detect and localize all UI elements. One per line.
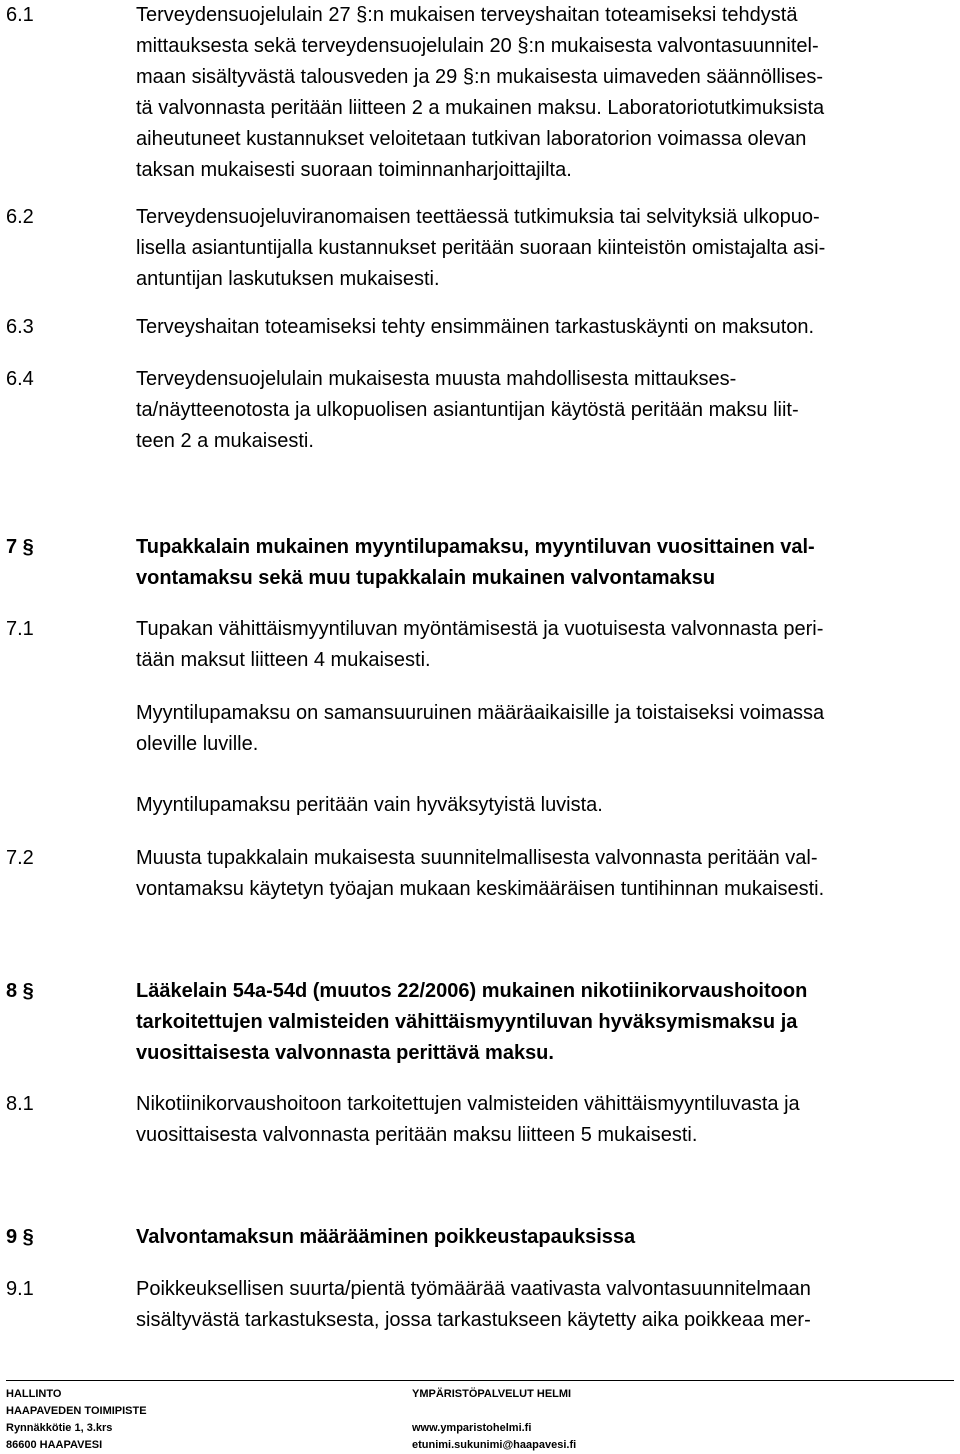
section-text: [136, 790, 956, 821]
section-number: 7.2: [6, 847, 34, 869]
footer-left: [6, 1386, 147, 1454]
section-text: [136, 532, 956, 594]
text-line: Valvontamaksun määrääminen poikkeustapauksissa: [136, 1226, 636, 1248]
text-line: Tupakan vähittäismyyntiluvan myöntämisestä ja vuotuisesta valvonnasta peri-: [136, 618, 824, 640]
text-line: vuosittaisesta valvonnasta peritään maksu liitteen 5 mukaisesti.: [136, 1124, 698, 1146]
text-line: Muusta tupakkalain mukaisesta suunnitelmallisesta valvonnasta peritään val-: [136, 847, 818, 869]
text-line: Terveyshaitan toteamiseksi tehty ensimmäinen tarkastuskäynti on maksuton.: [136, 316, 815, 338]
section-number: 7.1: [6, 618, 34, 640]
text-line: taksan mukaisesti suoraan toiminnanharjoittajilta.: [136, 159, 572, 181]
text-line: vontamaksu sekä muu tupakkalain mukainen valvontamaksu: [136, 567, 716, 589]
section-text: [136, 698, 956, 760]
section-text: [136, 202, 956, 295]
section-text: [136, 976, 956, 1069]
text-line: vuosittaisesta valvonnasta perittävä maksu.: [136, 1042, 554, 1064]
section-text: [136, 843, 956, 905]
text-line: Lääkelain 54a-54d (muutos 22/2006) mukainen nikotiinikorvaushoitoon: [136, 980, 808, 1002]
section-number: 8 §: [6, 980, 34, 1002]
section-number: 6.3: [6, 316, 34, 338]
text-line: tarkoitettujen valmisteiden vähittäismyyntiluvan hyväksymismaksu ja: [136, 1011, 798, 1033]
section-text: [136, 1222, 956, 1253]
footer-email-link[interactable]: etunimi.sukunimi@haapavesi.fi: [412, 1439, 577, 1451]
text-line: Nikotiinikorvaushoitoon tarkoitettujen valmisteiden vähittäismyyntiluvasta ja: [136, 1093, 800, 1115]
footer-right-line: [412, 1403, 576, 1420]
section-number: 6.4: [6, 368, 34, 390]
footer-right: [412, 1386, 576, 1454]
section-number: 9 §: [6, 1226, 34, 1248]
section-number: 9.1: [6, 1278, 34, 1300]
text-line: teen 2 a mukaisesti.: [136, 430, 314, 452]
text-line: Poikkeuksellisen suurta/pientä työmäärää vaativasta valvontasuunnitelmaan: [136, 1278, 811, 1300]
section-number: 7 §: [6, 536, 34, 558]
text-line: Myyntilupamaksu peritään vain hyväksytyistä luvista.: [136, 794, 603, 816]
text-line: Tupakkalain mukainen myyntilupamaksu, myyntiluvan vuosittainen val-: [136, 536, 815, 558]
section-number: 6.2: [6, 206, 34, 228]
section-number: 8.1: [6, 1093, 34, 1115]
footer-left-line: HAAPAVEDEN TOIMIPISTE: [6, 1405, 147, 1417]
text-line: tään maksut liitteen 4 mukaisesti.: [136, 649, 431, 671]
section-text: [136, 364, 956, 457]
text-line: vontamaksu käytetyn työajan mukaan keskimääräisen tuntihinnan mukaisesti.: [136, 878, 825, 900]
text-line: tä valvonnasta peritään liitteen 2 a mukainen maksu. Laboratoriotutkimuksista: [136, 97, 825, 119]
section-text: [136, 1089, 956, 1151]
footer-website-link[interactable]: www.ymparistohelmi.fi: [412, 1422, 532, 1434]
text-line: Terveydensuojelulain mukaisesta muusta mahdollisesta mittaukses-: [136, 368, 737, 390]
text-line: Terveydensuojeluviranomaisen teettäessä tutkimuksia tai selvityksiä ulkopuo-: [136, 206, 820, 228]
footer-left-line: Rynnäkkötie 1, 3.krs: [6, 1422, 113, 1434]
footer-divider: [6, 1380, 954, 1381]
text-line: Myyntilupamaksu on samansuuruinen määräaikaisille ja toistaiseksi voimassa: [136, 702, 825, 724]
section-text: [136, 312, 956, 343]
section-text: [136, 614, 956, 676]
footer-left-line: 86600 HAAPAVESI: [6, 1439, 103, 1451]
section-text: [136, 0, 956, 186]
text-line: ta/näytteenotosta ja ulkopuolisen asiantuntijan käytöstä peritään maksu liit-: [136, 399, 799, 421]
section-number: 6.1: [6, 4, 34, 26]
text-line: Terveydensuojelulain 27 §:n mukaisen terveyshaitan toteamiseksi tehdystä: [136, 4, 798, 26]
text-line: oleville luville.: [136, 733, 259, 755]
footer-right-line: YMPÄRISTÖPALVELUT HELMI: [412, 1388, 572, 1400]
text-line: sisältyvästä tarkastuksesta, jossa tarkastukseen käytetty aika poikkeaa mer-: [136, 1309, 811, 1331]
text-line: maan sisältyvästä talousveden ja 29 §:n mukaisesta uimaveden säännöllises-: [136, 66, 824, 88]
footer-left-line: HALLINTO: [6, 1388, 62, 1400]
text-line: lisella asiantuntijalla kustannukset peritään suoraan kiinteistön omistajalta asi-: [136, 237, 826, 259]
section-text: [136, 1274, 956, 1336]
text-line: mittauksesta sekä terveydensuojelulain 20 §:n mukaisesta valvontasuunnitel-: [136, 35, 819, 57]
text-line: aiheutuneet kustannukset veloitetaan tutkivan laboratorion voimassa olevan: [136, 128, 807, 150]
text-line: antuntijan laskutuksen mukaisesti.: [136, 268, 440, 290]
